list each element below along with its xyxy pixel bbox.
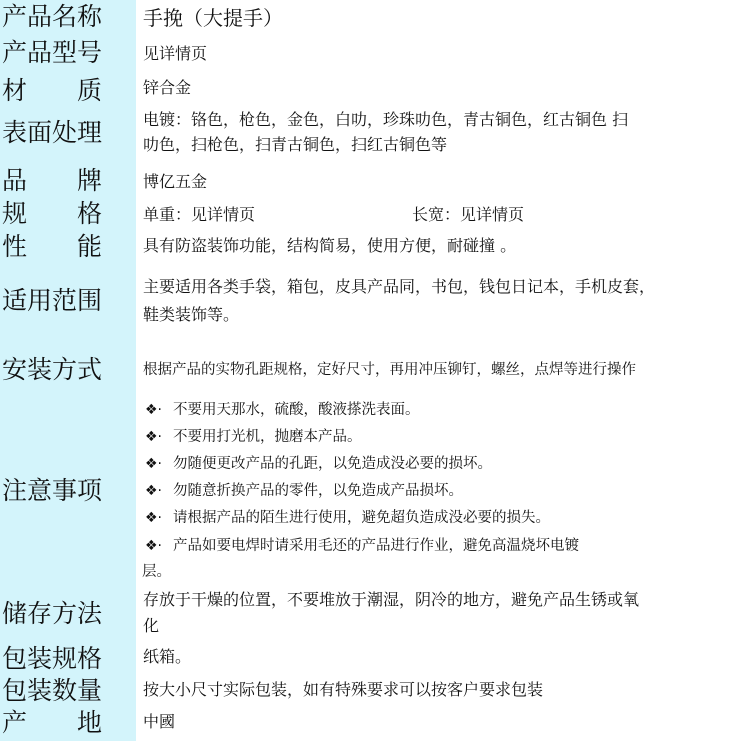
label-pack-qty: 包装数量	[2, 676, 103, 705]
note-continuation: 层。	[142, 564, 171, 580]
value-storage-line-2: 化	[143, 616, 160, 635]
label-brand: 品 牌	[2, 166, 123, 195]
label-performance: 性 能	[2, 232, 123, 261]
label-origin: 产 地	[2, 708, 123, 737]
value-pack-spec: 纸箱。	[143, 647, 192, 666]
list-item	[145, 481, 463, 501]
value-origin: 中國	[143, 712, 176, 731]
note-text: 不要用打光机，抛磨本产品。	[173, 429, 362, 445]
value-storage-line-1: 存放于干燥的位置，不要堆放于潮湿，阴冷的地方，避免产品生锈或氧	[143, 590, 640, 609]
value-size: 长宽：见详情页	[412, 205, 525, 224]
list-item	[145, 508, 550, 528]
note-text: 勿随便更改产品的孔距，以免造成没必要的损坏。	[173, 456, 492, 472]
value-product-model: 见详情页	[143, 44, 208, 63]
note-text: 产品如要电焊时请采用毛还的产品进行作业，避免高温烧坏电镀	[173, 538, 579, 554]
label-spec: 规 格	[2, 199, 123, 228]
label-install: 安装方式	[2, 355, 103, 384]
value-finish-line-2: 叻色，扫枪色，扫青古铜色，扫红古铜色等	[143, 135, 448, 154]
value-finish-line-1: 电镀：铬色，枪色，金色，白叻，珍珠叻色，青古铜色，红古铜色 扫	[143, 110, 629, 129]
note-text: 不要用天那水，硫酸，酸液搽洗表面。	[173, 402, 420, 418]
label-pack-spec: 包装规格	[2, 644, 103, 673]
label-storage: 储存方法	[2, 599, 103, 628]
diamond-bullet-icon: ❖·	[145, 483, 163, 499]
label-scope: 适用范围	[2, 286, 103, 315]
label-surface-finish: 表面处理	[2, 118, 103, 147]
value-brand: 博亿五金	[143, 172, 208, 191]
list-item	[145, 536, 579, 556]
list-item	[145, 454, 492, 474]
diamond-bullet-icon: ❖·	[145, 538, 163, 554]
value-material: 锌合金	[143, 78, 192, 97]
value-scope-line-2: 鞋类装饰等。	[143, 305, 240, 324]
label-material: 材 质	[2, 76, 123, 105]
diamond-bullet-icon: ❖·	[145, 456, 163, 472]
label-product-name: 产品名称	[2, 2, 103, 31]
diamond-bullet-icon: ❖·	[145, 429, 163, 445]
value-performance: 具有防盗装饰功能，结构简易，使用方便，耐碰撞 。	[143, 236, 517, 255]
value-weight: 单重：见详情页	[143, 205, 256, 224]
value-scope-line-1: 主要适用各类手袋，箱包，皮具产品同，书包，钱包日记本，手机皮套，	[143, 277, 656, 296]
list-item	[145, 400, 420, 420]
note-text: 请根据产品的陌生进行使用，避免超负造成没必要的损失。	[173, 510, 550, 526]
diamond-bullet-icon: ❖·	[145, 402, 163, 418]
value-product-name: 手挽（大提手）	[143, 6, 283, 30]
value-install: 根据产品的实物孔距规格，定好尺寸，再用冲压铆钉，螺丝，点焊等进行操作	[143, 362, 636, 378]
note-text: 勿随意折换产品的零件，以免造成产品损坏。	[173, 483, 463, 499]
value-pack-qty: 按大小尺寸实际包装，如有特殊要求可以按客户要求包装	[143, 680, 544, 699]
list-item	[145, 427, 362, 447]
diamond-bullet-icon: ❖·	[145, 510, 163, 526]
label-product-model: 产品型号	[2, 38, 103, 67]
label-notes: 注意事项	[2, 476, 103, 505]
